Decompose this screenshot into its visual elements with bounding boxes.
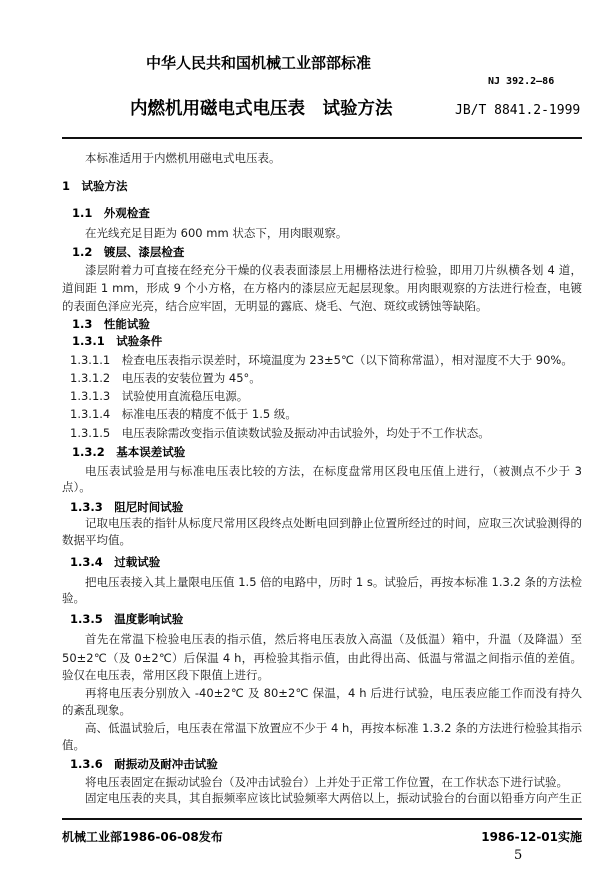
page-number: 5 bbox=[514, 848, 523, 863]
paragraph-line: 值。 bbox=[62, 738, 85, 752]
paragraph-line: 记取电压表的指针从标度尺常用区段终点处断电回到静止位置所经过的时间，应取三次试验测得的 bbox=[85, 516, 582, 530]
paragraph-line: 漆层附着力可直接在经充分干燥的仪表表面漆层上用栅格法进行检验，即用刀片纵横各划 4 道， bbox=[85, 263, 582, 277]
clause-line: 1.3.1.2 电压表的安装位置为 45°。 bbox=[70, 371, 261, 385]
paragraph-line: 数据平均值。 bbox=[62, 533, 131, 547]
page-title: 内燃机用磁电式电压表 试验方法 bbox=[130, 99, 393, 119]
paragraph-line: 道间距 1 mm，形成 9 个小方格，在方格内的漆层应无起层现象。用肉眼观察的方法进行检查，电镀 bbox=[62, 281, 582, 295]
paragraph-line: 把电压表接入其上量限电压值 1.5 倍的电路中，历时 1 s。试验后，再按本标准 1.3.2 条的方法检 bbox=[85, 575, 582, 589]
paragraph-line: 的紊乱现象。 bbox=[62, 703, 131, 717]
section-heading: 1 试验方法 bbox=[62, 179, 128, 193]
subsection-heading: 1.3.1 试验条件 bbox=[72, 334, 163, 348]
clause-line: 1.3.1.5 电压表除需改变指示值读数试验及振动冲击试验外，均处于不工作状态。 bbox=[70, 426, 490, 440]
paragraph-line: 再将电压表分别放入 -40±2℃ 及 80±2℃ 保温，4 h 后进行试验，电压表应能工作而没有持久 bbox=[85, 686, 582, 700]
subsection-heading: 1.3 性能试验 bbox=[72, 317, 150, 331]
subsection-heading: 1.3.6 耐振动及耐冲击试验 bbox=[70, 757, 218, 771]
paragraph-line: 点）。 bbox=[62, 480, 91, 494]
effective-date: 1986-12-01实施 bbox=[481, 830, 582, 844]
issuing-authority: 中华人民共和国机械工业部部标准 bbox=[146, 54, 372, 72]
subsection-heading: 1.3.4 过载试验 bbox=[70, 555, 161, 569]
subsection-heading: 1.3.2 基本误差试验 bbox=[72, 445, 186, 459]
clause-line: 1.3.1.4 标准电压表的精度不低于 1.5 级。 bbox=[70, 407, 297, 421]
paragraph-line: 将电压表固定在振动试验台（及冲击试验台）上并处于正常工作位置，在工作状态下进行试验。 bbox=[85, 775, 568, 789]
footer-rule bbox=[62, 818, 582, 820]
paragraph-line: 50±2℃（及 0±2℃）后保温 4 h，再检验其指示值，由此得出高、低温与常温之间指示值的差值。 bbox=[62, 651, 582, 665]
paragraph-line: 验。 bbox=[62, 591, 85, 605]
scope-text: 本标准适用于内燃机用磁电式电压表。 bbox=[85, 151, 281, 165]
subsection-heading: 1.2 镀层、漆层检查 bbox=[72, 245, 185, 259]
paragraph-line: 在光线充足目距为 600 mm 状态下，用肉眼观察。 bbox=[85, 226, 348, 240]
paragraph-line: 的表面色泽应光亮，结合应牢固，无明显的露底、烧毛、气泡、斑纹或锈蚀等缺陷。 bbox=[62, 299, 488, 313]
clause-line: 1.3.1.3 试验使用直流稳压电源。 bbox=[70, 389, 249, 403]
clause-line: 1.3.1.1 检查电压表指示误差时，环境温度为 23±5℃（以下简称常温），相对湿度不大于 90%。 bbox=[70, 353, 573, 367]
header-rule bbox=[62, 137, 582, 139]
subsection-heading: 1.3.3 阻尼时间试验 bbox=[70, 500, 184, 514]
paragraph-line: 验仅在电压表，常用区段下限值上进行。 bbox=[62, 668, 269, 682]
subsection-heading: 1.3.5 温度影响试验 bbox=[70, 612, 184, 626]
issue-date: 机械工业部1986-06-08发布 bbox=[62, 830, 223, 844]
paragraph-line: 电压表试验是用与标准电压表比较的方法，在标度盘常用区段电压值上进行，（被测点不少于 3 bbox=[85, 464, 582, 478]
paragraph-line: 固定电压表的夹具，其自振频率应该比试验频率大两倍以上，振动试验台的台面以铅垂方向产生正 bbox=[85, 791, 582, 805]
paragraph-line: 高、低温试验后，电压表在常温下放置应不少于 4 h，再按本标准 1.3.2 条的方法进行检验其指示 bbox=[85, 721, 582, 735]
paragraph-line: 首先在常温下检验电压表的指示值，然后将电压表放入高温（及低温）箱中，升温（及降温）至 bbox=[85, 632, 582, 646]
standard-code-old: NJ 392.2—86 bbox=[488, 76, 555, 87]
standard-code-new: JB/T 8841.2-1999 bbox=[455, 103, 581, 118]
subsection-heading: 1.1 外观检查 bbox=[72, 206, 150, 220]
